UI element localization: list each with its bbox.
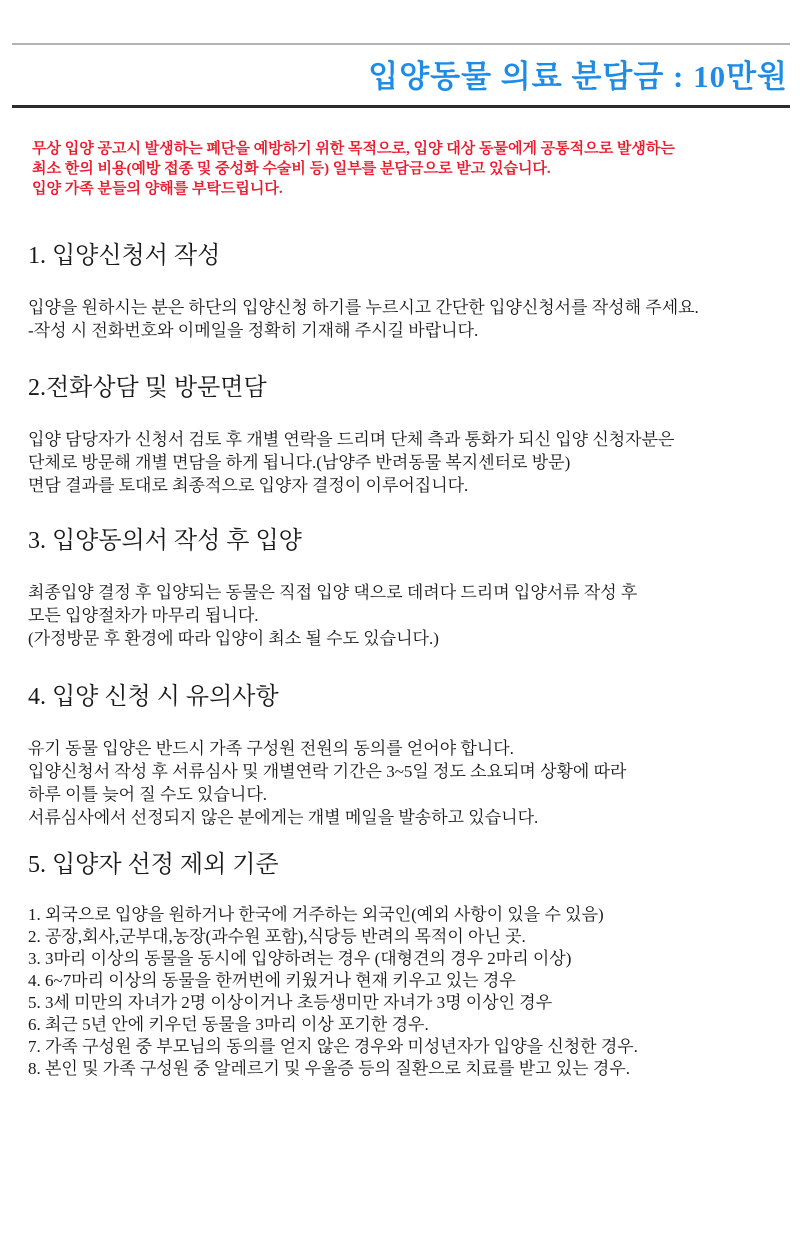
text-line: (가정방문 후 환경에 따라 입양이 최소 될 수도 있습니다.) [28,629,439,648]
section-heading: 3. 입양동의서 작성 후 입양 [28,528,302,554]
section-exclusion-criteria [0,850,800,1080]
section-body [0,904,800,1080]
section-consent-adoption [0,526,800,650]
text-line: -작성 시 전화번호와 이메일을 정확히 기재해 주시길 바랍니다. [28,321,479,340]
section-heading: 4. 입양 신청 시 유의사항 [28,684,279,710]
title-divider [12,105,790,108]
notice-text [32,139,780,199]
section-heading: 5. 입양자 선정 제외 기준 [28,852,279,878]
list-item: 7. 가족 구성원 중 부모님의 동의를 얻지 않은 경우와 미성년자가 입양을 신청한 경우. [28,1037,638,1056]
text-line: 유기 동물 입양은 반드시 가족 구성원 전원의 동의를 얻어야 합니다. [28,739,514,758]
text-line: 최종입양 결정 후 입양되는 동물은 직접 입양 댁으로 데려다 드리며 입양서류 작성 후 [28,583,638,602]
list-item: 8. 본인 및 가족 구성원 중 알레르기 및 우울증 등의 질환으로 치료를 받고 있는 경우. [28,1059,631,1078]
text-line: 단체로 방문해 개별 면담을 하게 됩니다.(남양주 반려동물 복지센터로 방문) [28,453,571,472]
text-line: 모든 입양절차가 마무리 됩니다. [28,606,259,625]
section-body [0,737,800,829]
text-line: 하루 이틀 늦어 질 수도 있습니다. [28,785,267,804]
section-heading: 2.전화상담 및 방문면담 [28,375,267,401]
text-line: 서류심사에서 선정되지 않은 분에게는 개별 메일을 발송하고 있습니다. [28,808,539,827]
notice-line: 입양 가족 분들의 양해를 부탁드립니다. [32,181,283,197]
notice-line: 무상 입양 공고시 발생하는 폐단을 예방하기 위한 목적으로, 입양 대상 동물에게 공통적으로 발생하는 [32,141,675,157]
text-line: 입양신청서 작성 후 서류심사 및 개별연락 기간은 3~5일 정도 소요되며 상황에 따라 [28,762,627,781]
list-item: 3. 3마리 이상의 동물을 동시에 입양하려는 경우 (대형견의 경우 2마리 이상) [28,949,572,968]
list-item: 4. 6~7마리 이상의 동물을 한꺼번에 키웠거나 현재 키우고 있는 경우 [28,971,516,990]
list-item: 5. 3세 미만의 자녀가 2명 이상이거나 초등생미만 자녀가 3명 이상인 경우 [28,993,553,1012]
list-item: 2. 공장,회사,군부대,농장(과수원 포함),식당등 반려의 목적이 아닌 곳. [28,927,526,946]
section-body [0,296,800,342]
document-page [0,43,800,1080]
notice-line: 최소 한의 비용(예방 접종 및 중성화 수술비 등) 일부를 분담금으로 받고 있습니다. [32,161,551,177]
list-item: 6. 최근 5년 안에 키우던 동물을 3마리 이상 포기한 경우. [28,1015,429,1034]
text-line: 입양을 원하시는 분은 하단의 입양신청 하기를 누르시고 간단한 입양신청서를 작성해 주세요. [28,298,699,317]
section-body [0,428,800,497]
page-title: 입양동물 의료 분담금 : 10만원 [368,59,788,94]
text-line: 면담 결과를 토대로 최종적으로 입양자 결정이 이루어집니다. [28,476,469,495]
text-line: 입양 담당자가 신청서 검토 후 개별 연락을 드리며 단체 측과 통화가 되신 입양 신청자분은 [28,430,675,449]
section-application-form [0,241,800,342]
section-body [0,581,800,650]
section-heading: 1. 입양신청서 작성 [28,243,221,269]
top-divider [12,43,790,45]
section-phone-interview [0,373,800,497]
list-item: 1. 외국으로 입양을 원하거나 한국에 거주하는 외국인(예외 사항이 있을 수 있음) [28,905,604,924]
section-precautions [0,682,800,829]
